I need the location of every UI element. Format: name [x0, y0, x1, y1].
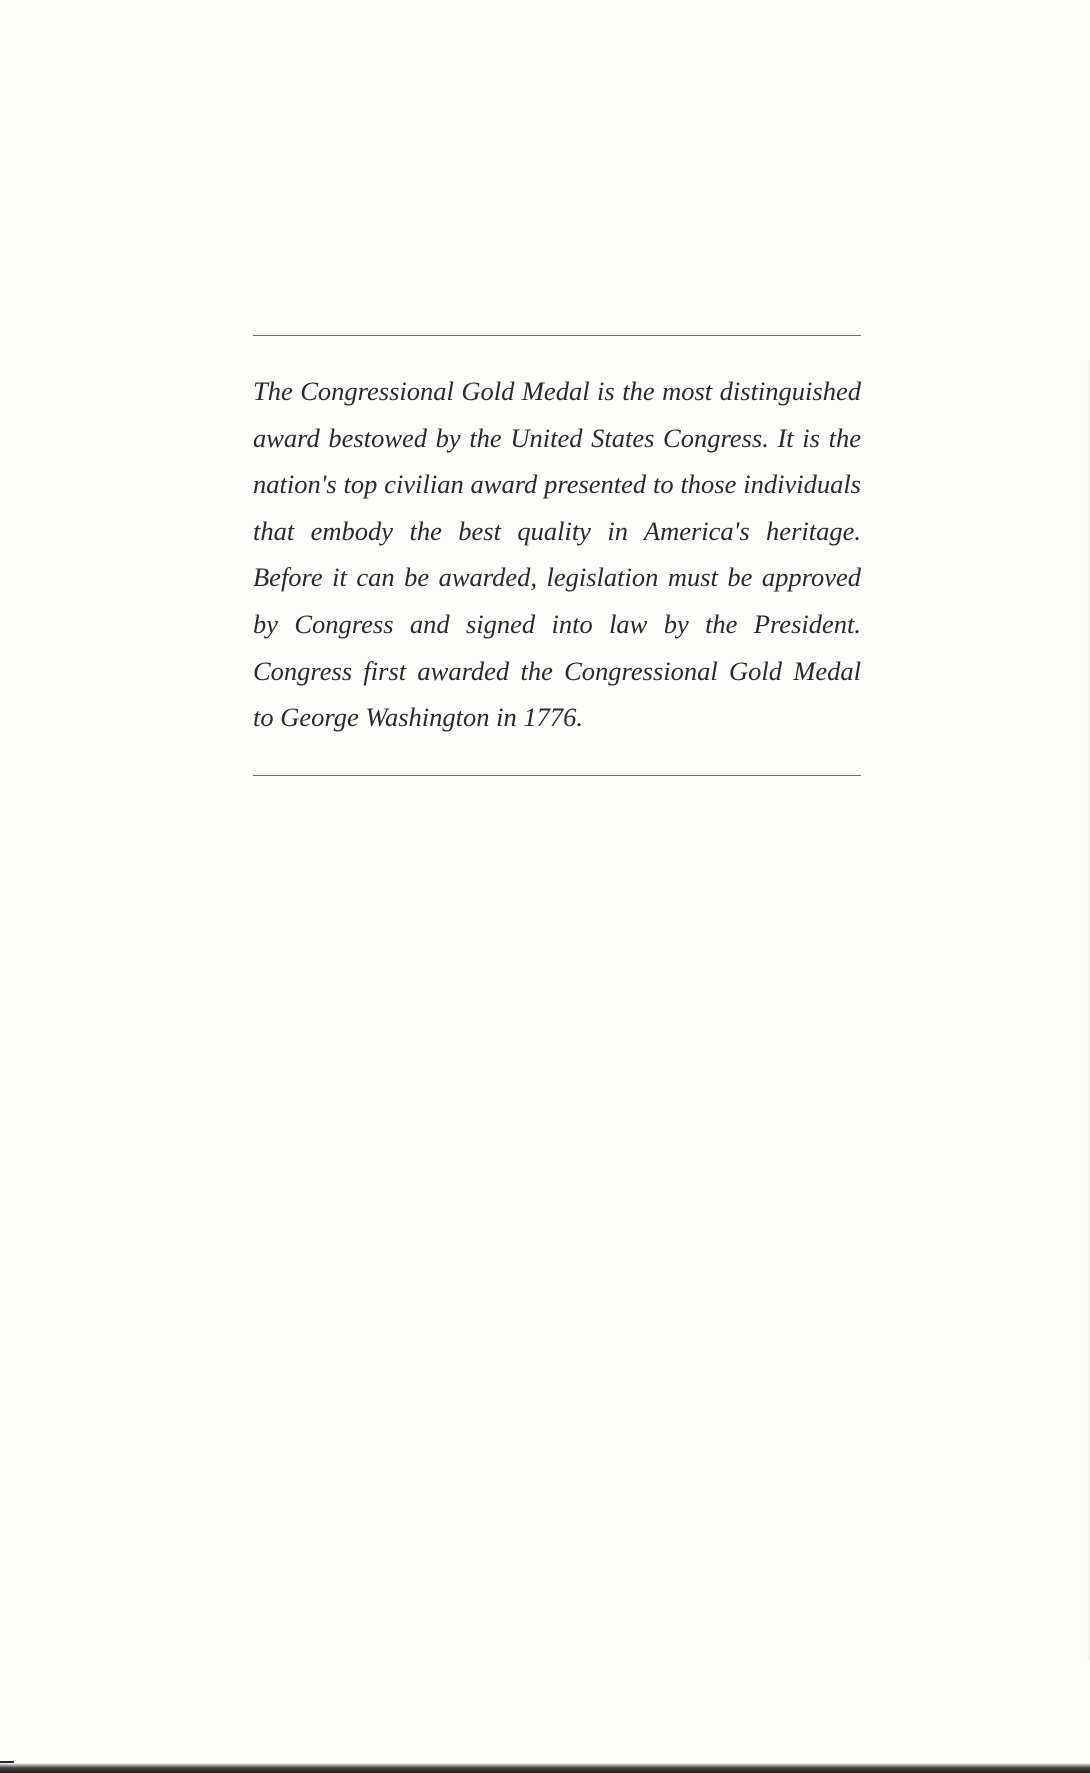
- passage-line: Before it can be awarded, legislation must be approved: [253, 562, 861, 593]
- passage-line: by Congress and signed into law by the President.: [253, 608, 861, 639]
- scan-bottom-edge: [0, 1763, 1090, 1773]
- passage-line: nation's top civilian award presented to those individuals: [253, 469, 861, 500]
- bottom-rule: [253, 775, 861, 776]
- top-rule: [253, 335, 861, 336]
- passage-line: to George Washington in 1776.: [253, 702, 584, 733]
- passage-line: Congress first awarded the Congressional Gold Medal: [253, 655, 861, 686]
- medal-description-passage: [253, 368, 861, 741]
- passage-line: The Congressional Gold Medal is the most distinguished: [253, 376, 861, 406]
- passage-line: that embody the best quality in America's heritage.: [253, 515, 861, 546]
- passage-line: award bestowed by the United States Congress. It is the: [253, 422, 861, 453]
